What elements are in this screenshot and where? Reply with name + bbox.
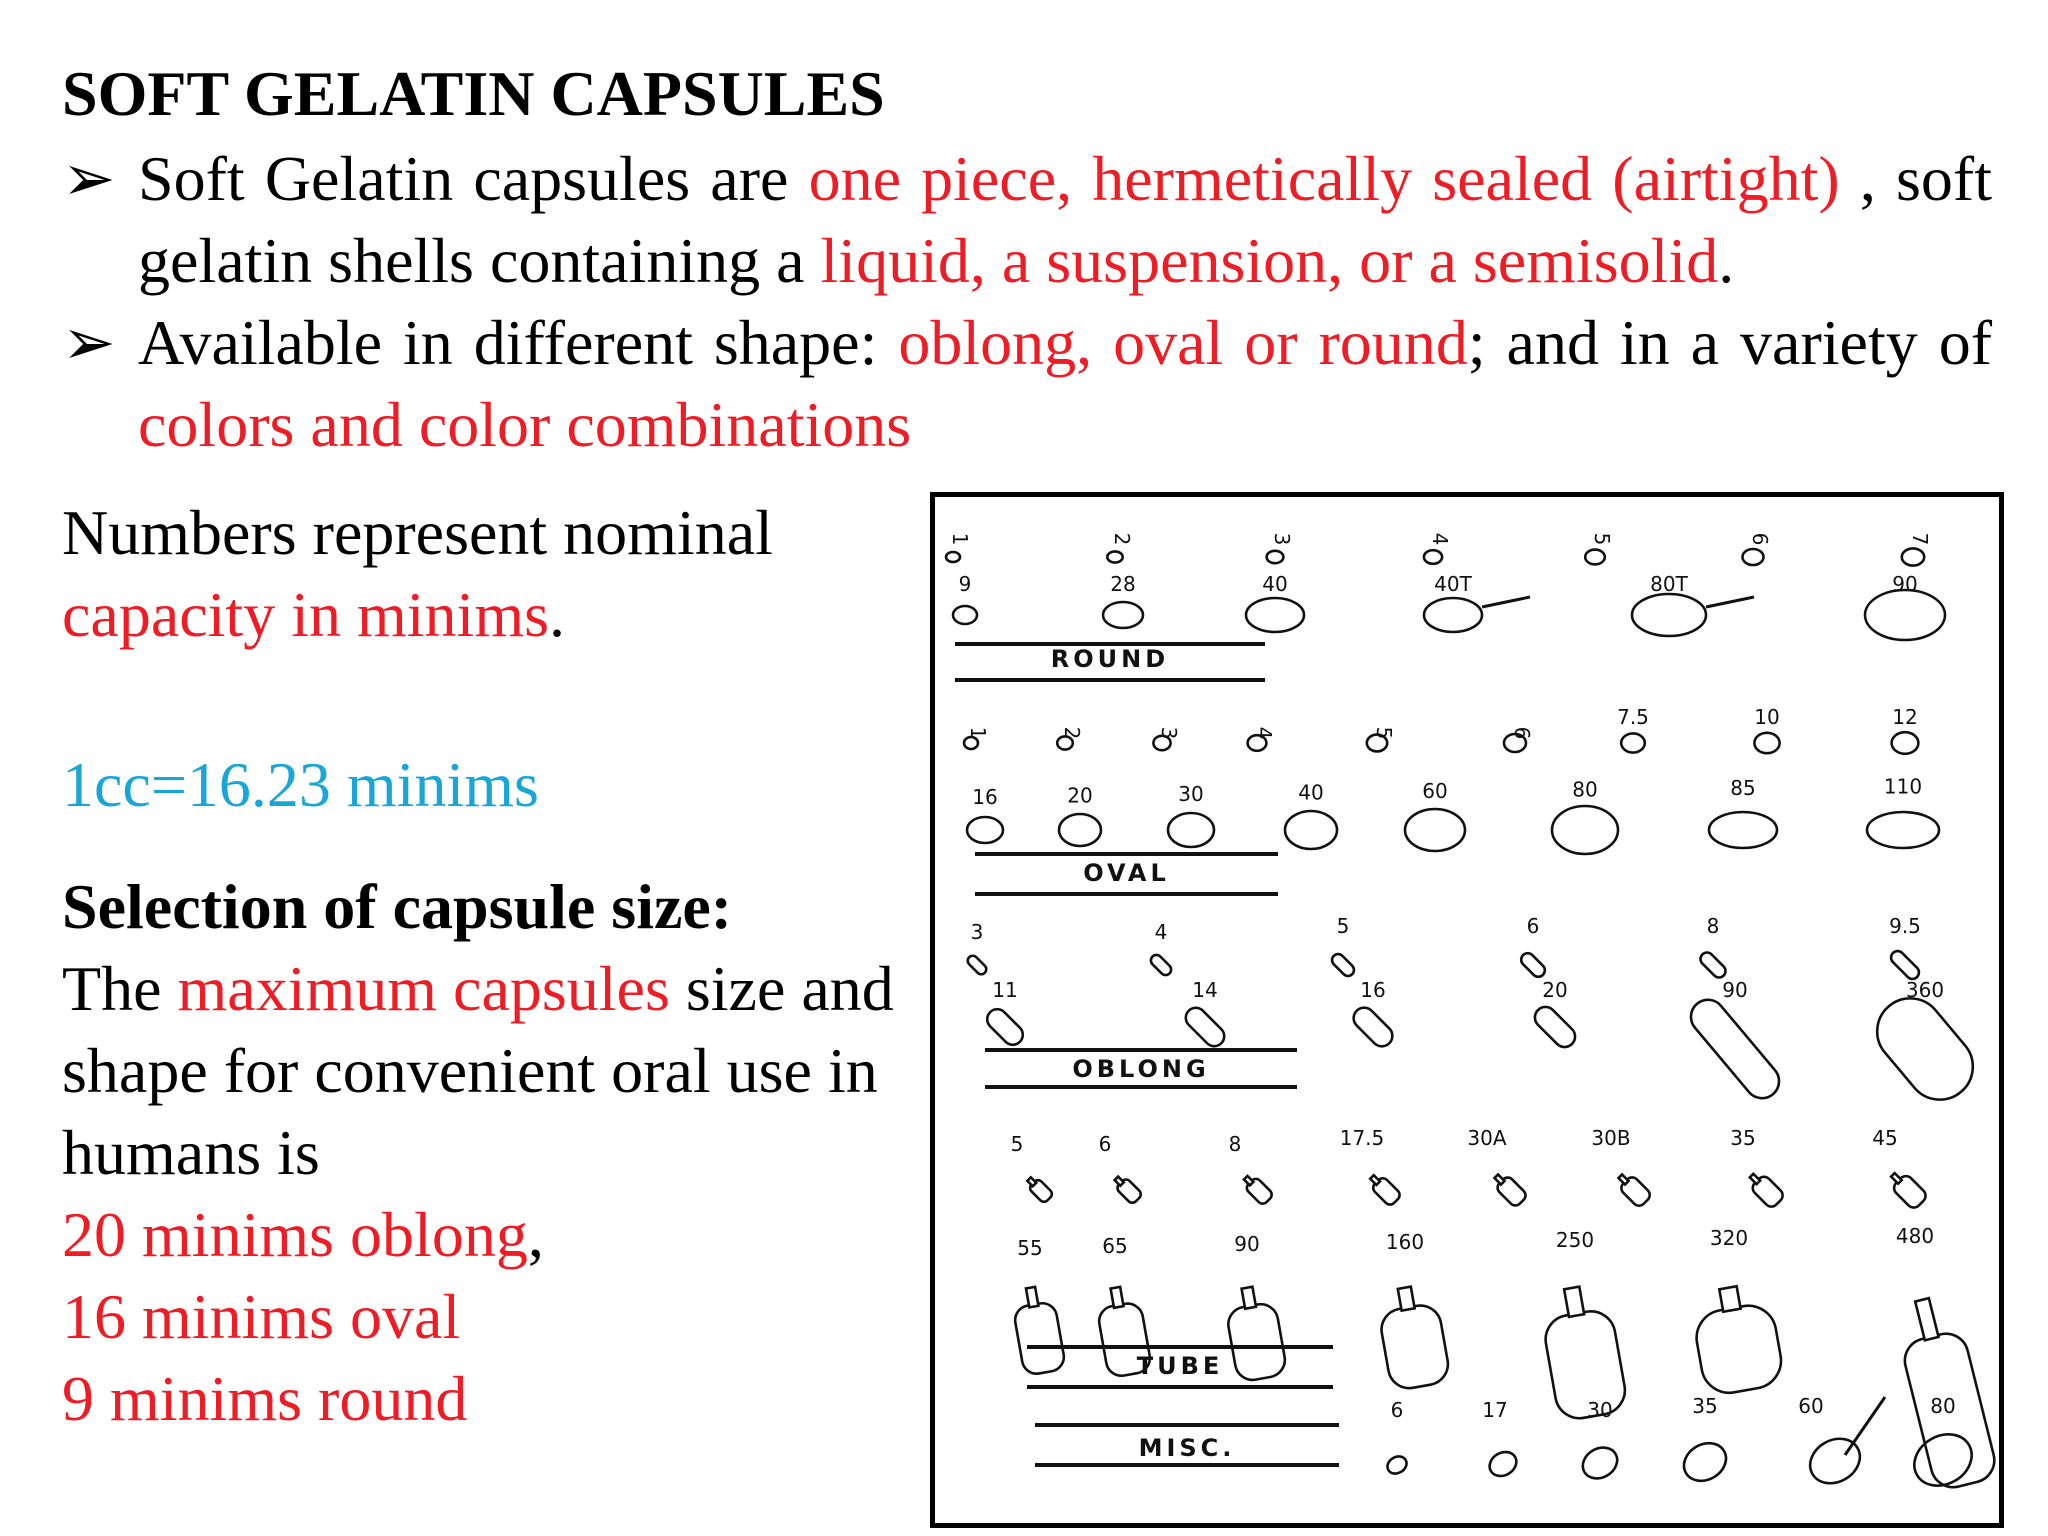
selection-item-oblong: [62, 1194, 902, 1276]
capsule-neck: [1750, 1174, 1760, 1184]
selection-text: [62, 948, 902, 1194]
capsule-neck: [1027, 1177, 1036, 1186]
section-label: OVAL: [1083, 859, 1170, 887]
text-run: .: [1718, 225, 1735, 296]
size-label: 1: [948, 532, 972, 546]
size-label: 40: [1298, 780, 1324, 805]
size-label: 5: [1336, 914, 1350, 938]
tube-capsule-shape: [1222, 1283, 1287, 1382]
text-run: ,: [527, 1199, 544, 1270]
size-label: 250: [1555, 1228, 1595, 1252]
capsule-shape: [1059, 814, 1101, 846]
size-label: 60: [1422, 779, 1448, 803]
numbers-note: [62, 492, 882, 656]
size-label: 65: [1102, 1234, 1128, 1258]
page-title: SOFT GELATIN CAPSULES: [62, 58, 885, 129]
size-label: 3: [1157, 726, 1181, 740]
section-label: OBLONG: [1072, 1055, 1210, 1083]
size-label: 17.5: [1339, 1126, 1385, 1150]
size-label: 2: [1060, 726, 1084, 740]
capsule-neck: [1370, 1175, 1380, 1185]
capsule-shape: [1107, 551, 1122, 562]
capsule-shape: [1285, 811, 1337, 849]
capsule-shape: [1902, 548, 1924, 565]
capsule-shape: [1743, 549, 1764, 565]
size-label: 9: [958, 572, 972, 596]
capsule-neck: [1244, 1176, 1253, 1185]
size-label: 6: [1098, 1132, 1112, 1156]
size-label: 7: [1908, 532, 1932, 546]
capsule-shape: [946, 552, 960, 562]
size-label: 16: [972, 785, 998, 809]
tube-capsule-shape: [1375, 1283, 1451, 1392]
size-label: 6: [1390, 1398, 1404, 1422]
capsule-shape: [1698, 950, 1728, 980]
capsule-shape: [1226, 1301, 1288, 1382]
size-label: 6: [1510, 726, 1534, 740]
capsule-shape: [1267, 551, 1284, 563]
capsule-shape: [1888, 948, 1921, 981]
capsule-shape: [1349, 1003, 1396, 1050]
highlight-text: capacity in minims: [62, 579, 549, 650]
size-label: 20: [1542, 978, 1568, 1002]
size-label: 30B: [1591, 1126, 1631, 1150]
capsule-shape: [1424, 598, 1482, 632]
capsule-shape: [1677, 1436, 1733, 1488]
arrow-bullet-icon: ➢: [62, 143, 116, 214]
tube-capsule-shape: [1024, 1174, 1054, 1204]
size-label: 11: [992, 978, 1018, 1002]
tube-capsule-shape: [1614, 1170, 1653, 1209]
capsule-shape: [1384, 1453, 1409, 1477]
capsule-neck: [1495, 1175, 1505, 1185]
tube-capsule-shape: [1010, 1284, 1066, 1376]
capsule-shape: [983, 1005, 1027, 1049]
size-label: 4: [1252, 726, 1276, 740]
capsule-neck: [1026, 1287, 1038, 1308]
size-label: 20: [1067, 783, 1093, 808]
size-label: 35: [1730, 1126, 1756, 1150]
size-label: 3: [970, 920, 984, 944]
capsule-neck: [1398, 1287, 1415, 1311]
size-label: 30: [1587, 1398, 1613, 1422]
size-label: 35: [1692, 1394, 1718, 1418]
size-label: 8: [1706, 914, 1720, 938]
text-run: ; and in a variety of: [1467, 307, 1993, 378]
section-label: ROUND: [1050, 645, 1170, 673]
selection-heading: Selection of capsule size:: [62, 871, 733, 942]
selection-item-oval: 16 minims oval: [62, 1281, 461, 1352]
capsule-stem: [1845, 1397, 1885, 1455]
size-label: 4: [1154, 920, 1168, 944]
capsule-shape: [1330, 952, 1357, 979]
arrow-bullet-icon: ➢: [62, 307, 116, 378]
size-label: 45: [1872, 1126, 1898, 1150]
text-run: Numbers represent nominal: [62, 497, 773, 568]
size-label: 3: [1270, 532, 1294, 546]
size-label: 12: [1892, 705, 1918, 729]
capsule-shape: [1149, 953, 1174, 978]
capsule-shape: [1684, 993, 1786, 1105]
capsule-shape: [1405, 809, 1465, 851]
capsule-shape: [1519, 951, 1548, 980]
tube-capsule-shape: [1885, 1167, 1928, 1210]
capsule-size-chart: [930, 492, 2004, 1528]
capsule-shape: [966, 954, 989, 977]
capsule-neck: [1111, 1287, 1124, 1308]
capsule-shape: [1378, 1302, 1451, 1391]
text-run: .: [549, 579, 565, 650]
size-label: 30: [1178, 782, 1204, 806]
capsule-shape: [1632, 594, 1706, 636]
bullet-shapes: [62, 302, 1992, 466]
text-run: size and shape for convenient oral use in humans is: [62, 953, 894, 1188]
size-label: 6: [1526, 914, 1540, 938]
capsule-shape: [1865, 590, 1945, 640]
capsule-shape: [1802, 1430, 1868, 1492]
tube-capsule-shape: [1537, 1282, 1629, 1422]
tube-capsule-shape: [1366, 1171, 1402, 1207]
capsule-shape: [1103, 602, 1143, 628]
capsule-shape: [967, 817, 1003, 843]
capsule-shape: [1485, 1447, 1520, 1480]
capsule-shape: [1577, 1442, 1623, 1485]
capsule-shape: [1867, 812, 1939, 848]
capsule-shape: [1182, 1004, 1229, 1051]
size-label: 480: [1895, 1224, 1935, 1248]
capsule-shape: [1168, 813, 1214, 847]
capsule-shape: [1585, 550, 1605, 565]
size-label: 80T: [1650, 572, 1688, 596]
size-label: 160: [1385, 1230, 1425, 1254]
capsule-shape: [1621, 733, 1645, 752]
capsule-neck: [1619, 1175, 1629, 1185]
capsule-neck: [1891, 1173, 1902, 1184]
size-label: 90: [1892, 572, 1918, 596]
size-label: 6: [1748, 532, 1772, 546]
capsule-shape: [1709, 812, 1777, 848]
capsule-stem: [1706, 597, 1754, 607]
bullet-one-piece: [62, 138, 1992, 302]
capsule-shape: [1542, 1308, 1629, 1423]
size-label: 40: [1262, 572, 1288, 596]
size-label: 17: [1482, 1398, 1508, 1422]
highlight-text: maximum capsules: [177, 953, 670, 1024]
tube-capsule-shape: [1744, 1168, 1785, 1209]
size-label: 55: [1017, 1236, 1043, 1260]
size-label: 14: [1192, 978, 1218, 1002]
size-label: 90: [1234, 1232, 1260, 1256]
text-run: Available in different shape:: [138, 307, 899, 378]
capsule-shape: [1246, 598, 1304, 632]
bullet-text: [138, 138, 1992, 302]
selection-item-round: 9 minims round: [62, 1363, 468, 1434]
conversion-note: 1cc=16.23 minims: [62, 749, 539, 820]
section-label: MISC.: [1138, 1434, 1236, 1462]
tube-capsule-shape: [1891, 1292, 1999, 1492]
capsule-shape: [1892, 732, 1919, 754]
text-run: Soft Gelatin capsules are: [138, 143, 809, 214]
tube-capsule-shape: [1490, 1170, 1528, 1208]
size-label: 8: [1228, 1132, 1242, 1156]
size-label: 28: [1110, 572, 1136, 596]
size-label: 10: [1754, 705, 1780, 729]
capsule-stem: [1482, 597, 1530, 607]
capsule-shape: [1013, 1301, 1066, 1376]
size-label: 5: [1372, 726, 1396, 740]
size-label: 30A: [1467, 1126, 1507, 1150]
capsule-neck: [1242, 1287, 1256, 1309]
size-label: 320: [1709, 1226, 1749, 1250]
size-label: 80: [1930, 1394, 1956, 1418]
highlight-text: colors and color combinations: [138, 389, 912, 460]
capsule-shape: [1424, 550, 1442, 564]
highlight-text: liquid, a suspension, or a semisolid: [820, 225, 1719, 296]
highlight-text: oblong, oval or round: [898, 307, 1468, 378]
size-label: 2: [1110, 532, 1134, 546]
size-label: 7.5: [1617, 705, 1649, 729]
size-label: 4: [1428, 532, 1452, 546]
bullet-text: [138, 302, 1992, 466]
size-label: 9.5: [1889, 914, 1921, 938]
capsule-shape: [1754, 733, 1779, 753]
size-label: 60: [1798, 1394, 1824, 1418]
section-label: TUBE: [1136, 1352, 1224, 1380]
capsule-diagram: [935, 497, 1999, 1523]
capsule-neck: [1915, 1298, 1938, 1340]
tube-capsule-shape: [1111, 1173, 1143, 1205]
text-run: The: [62, 953, 178, 1024]
size-label: 16: [1360, 978, 1386, 1002]
tube-capsule-shape: [1689, 1281, 1786, 1397]
highlight-text: 20 minims oblong: [62, 1199, 528, 1270]
capsule-shape: [1552, 806, 1618, 854]
capsule-shape: [1692, 1301, 1785, 1397]
size-label: 360: [1905, 978, 1945, 1002]
capsule-neck: [1564, 1287, 1584, 1317]
size-label: 5: [1010, 1132, 1024, 1156]
capsule-shape: [1531, 1003, 1580, 1052]
tube-capsule-shape: [1240, 1172, 1274, 1206]
capsule-shape: [1864, 985, 1987, 1113]
highlight-text: one piece, hermetically sealed (airtight): [808, 143, 1840, 214]
capsule-neck: [1115, 1177, 1124, 1186]
size-label: 5: [1590, 532, 1614, 546]
selection-section: [62, 866, 902, 1440]
size-label: 80: [1572, 777, 1598, 802]
capsule-shape: [953, 606, 977, 624]
capsule-neck: [1719, 1286, 1740, 1312]
size-label: 90: [1722, 978, 1748, 1002]
size-label: 110: [1883, 774, 1923, 799]
size-label: 40T: [1434, 572, 1472, 596]
text-run: , soft gelatin shells containing a: [138, 143, 1993, 296]
size-label: 1: [966, 726, 990, 740]
size-label: 85: [1730, 776, 1756, 800]
